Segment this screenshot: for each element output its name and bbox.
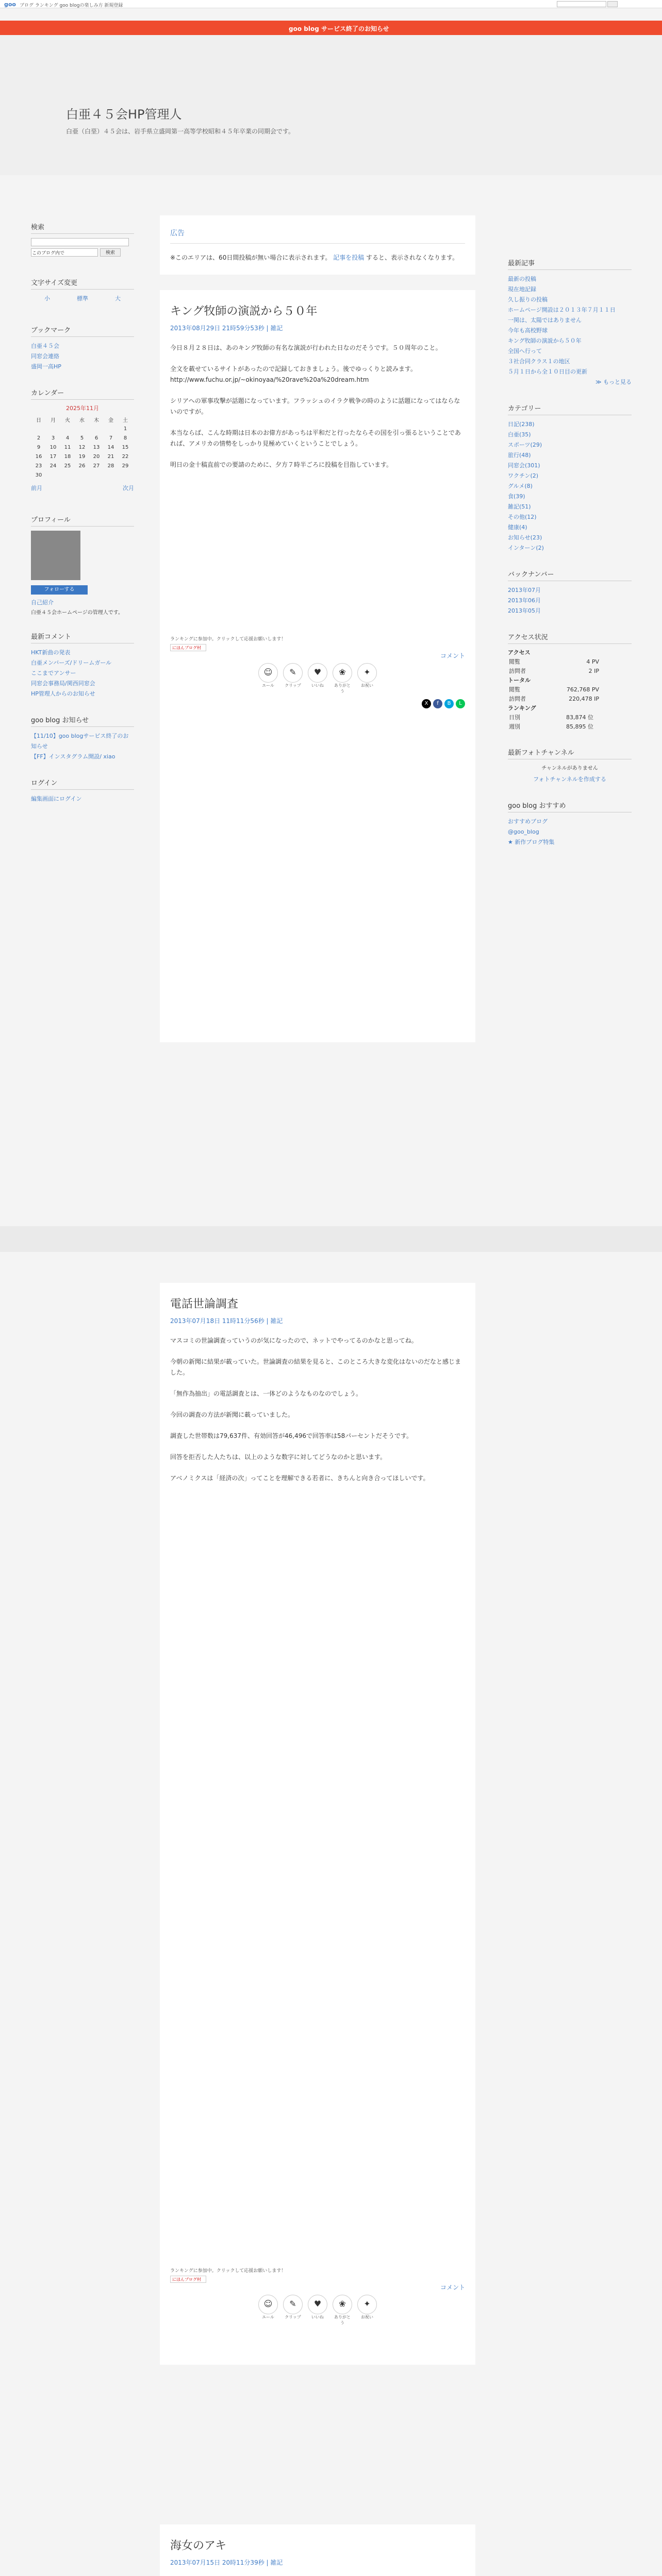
calendar-day[interactable]: 10 <box>49 444 57 450</box>
reaction-label: いいね <box>311 2315 324 2319</box>
reaction-label: お祝い <box>361 2315 373 2319</box>
right-sidebar <box>508 258 632 848</box>
notice-bar[interactable] <box>0 21 662 35</box>
calendar-weekday: 木 <box>94 417 99 423</box>
category-item[interactable]: 雑記(51) <box>508 503 531 510</box>
calendar-day[interactable]: 14 <box>107 444 114 450</box>
photo-create-link[interactable]: フォトチャンネルを作成する <box>533 776 606 783</box>
calendar-day[interactable]: 8 <box>123 435 127 441</box>
post-paragraph: 全文を載せているサイトがあったので記録しておきましょう。後でゆっくりと読みます。http://www.fuchu.or.jp/~okinoyaa/%20rave%20a%20dream.htm <box>170 365 417 383</box>
calendar-next-link[interactable]: 次月 <box>123 485 134 492</box>
recommend-item[interactable]: @goo_blog <box>508 828 539 835</box>
access-heading: アクセス状況 <box>508 632 632 644</box>
calendar-day[interactable]: 1 <box>123 426 127 432</box>
calendar-day[interactable]: 21 <box>107 453 114 460</box>
recommend-note[interactable]: ★ 新作ブログ特集 <box>508 839 555 845</box>
calendar-day[interactable]: 12 <box>78 444 86 450</box>
category-item[interactable]: その他(12) <box>508 514 537 520</box>
profile-link[interactable]: 自己紹介 <box>31 599 54 606</box>
facebook-share-icon[interactable]: f <box>433 699 442 708</box>
category-item[interactable]: インターン(2) <box>508 545 544 551</box>
top-bar <box>0 0 662 8</box>
recent-heading: 最新記事 <box>508 258 632 270</box>
ranking-text: ランキングに参加中。クリックして応援お願いします！ <box>170 2268 286 2274</box>
font-normal-link[interactable]: 標準 <box>77 295 88 302</box>
calendar-day <box>61 425 74 433</box>
photo-heading: 最新フォトチャンネル <box>508 747 632 759</box>
reaction-icon[interactable]: ❀ <box>333 2295 352 2314</box>
line-share-icon[interactable]: L <box>456 699 465 708</box>
calendar-day <box>75 471 89 479</box>
main-content <box>160 215 475 1042</box>
recent-item[interactable]: 一関は、太陽ではありません <box>508 317 582 324</box>
calendar-day[interactable]: 27 <box>93 463 100 469</box>
hatena-share-icon[interactable]: B <box>444 699 454 708</box>
backnumber-item[interactable]: 2013年06月 <box>508 597 541 604</box>
x-share-icon[interactable]: X <box>422 699 431 708</box>
separator <box>0 1226 662 1252</box>
comment-item[interactable]: ここまでアンサー <box>31 670 76 676</box>
top-search-input[interactable] <box>557 1 606 7</box>
comments-heading: 最新コメント <box>31 631 134 643</box>
calendar-day[interactable]: 20 <box>93 453 100 460</box>
category-item[interactable]: 同窓会(301) <box>508 462 540 469</box>
recent-item[interactable]: 最新の投稿 <box>508 276 536 282</box>
calendar-day[interactable]: 13 <box>93 444 100 450</box>
font-large-link[interactable]: 大 <box>115 295 121 302</box>
comment-link[interactable]: コメント <box>440 2284 465 2291</box>
notice-text[interactable]: goo blog サービス終了のお知らせ <box>289 25 389 32</box>
left-sidebar <box>31 222 134 804</box>
reaction-icon[interactable]: ✦ <box>357 663 377 683</box>
post-title[interactable]: 海女のアキ <box>170 2539 227 2552</box>
reaction-icon[interactable]: ✎ <box>283 663 303 683</box>
calendar-day[interactable]: 16 <box>35 453 42 460</box>
sidebar-search-input[interactable] <box>31 238 129 246</box>
stat-label: 訪問者 <box>509 696 526 702</box>
reaction-label: クリップ <box>285 683 301 688</box>
bookmark-heading: ブックマーク <box>31 325 134 337</box>
bookmark-item[interactable]: 盛岡一高HP <box>31 363 61 370</box>
calendar-day[interactable]: 23 <box>35 463 42 469</box>
top-search-button[interactable] <box>607 1 618 7</box>
comment-item[interactable]: 同窓会事務局/関西同窓会 <box>31 680 95 687</box>
reaction-icon[interactable]: ♥ <box>308 2295 327 2314</box>
calendar-day[interactable]: 11 <box>64 444 71 450</box>
post-1 <box>160 290 475 1042</box>
category-item[interactable]: ワクチン(2) <box>508 472 539 479</box>
calendar-day <box>90 425 103 433</box>
calendar-day[interactable]: 3 <box>51 435 55 441</box>
stat-label: 訪問者 <box>509 668 526 674</box>
comment-item[interactable]: 白亜メンバーズ/ドリームガール <box>31 659 112 666</box>
calendar-day[interactable]: 25 <box>64 463 71 469</box>
calendar-day <box>32 425 45 433</box>
category-item[interactable]: スポーツ(29) <box>508 442 542 448</box>
ad-box <box>160 215 475 275</box>
follow-button[interactable]: フォローする <box>31 585 88 595</box>
calendar-weekday: 水 <box>79 417 85 423</box>
post-2 <box>160 1283 475 2365</box>
calendar-day <box>75 425 89 433</box>
blog-description: 白亜（白堊）４５会は、岩手県立盛岡第一高等学校昭和４５年卒業の同期会です。 <box>66 128 295 135</box>
calendar-table <box>31 414 133 480</box>
category-item[interactable]: お知らせ(23) <box>508 534 542 541</box>
goo-logo[interactable]: goo <box>4 1 16 8</box>
search-scope-select[interactable]: このブログ内で <box>31 248 98 257</box>
category-item[interactable]: 健康(4) <box>508 524 527 531</box>
stat-value: 85,895 位 <box>566 723 593 730</box>
reaction-icon[interactable]: ☺ <box>258 663 278 683</box>
post-paragraph: マスコミの世論調査っていうのが気になったので、ネットでやってるのかなと思ってね。 <box>170 1337 418 1344</box>
category-item[interactable]: 食(39) <box>508 493 525 500</box>
stat-value: 83,874 位 <box>566 714 593 721</box>
post-title[interactable]: 電話世論調査 <box>170 1298 239 1311</box>
post-paragraph: アベノミクスは「経済の次」ってことを理解できる若者に、きちんと向き合ってほしいです。 <box>170 1475 429 1482</box>
calendar-weekday: 土 <box>123 417 128 423</box>
category-heading: カテゴリー <box>508 403 632 415</box>
calendar-title: 2025年11月 <box>66 405 99 412</box>
ad-text-2: すると、表示されなくなります。 <box>366 254 459 261</box>
backnumber-item[interactable]: 2013年07月 <box>508 587 541 594</box>
stat-label: 閲覧 <box>509 686 520 693</box>
reaction-label: エール <box>262 683 274 688</box>
calendar-day[interactable]: 29 <box>122 463 129 469</box>
calendar-day[interactable]: 17 <box>49 453 57 460</box>
profile-text: 白亜４５会ホームページの管理人です。 <box>31 610 123 616</box>
calendar-weekday: 日 <box>36 417 41 423</box>
calendar-heading: カレンダー <box>31 387 134 400</box>
category-item[interactable]: 日記(238) <box>508 421 535 428</box>
stat-label: 週別 <box>509 723 520 730</box>
login-heading: ログイン <box>31 777 134 790</box>
reaction-label: エール <box>262 2315 274 2319</box>
category-item[interactable]: 旅行(48) <box>508 452 531 459</box>
recent-item[interactable]: キング牧師の演説から５０年 <box>508 337 582 344</box>
reaction-icon[interactable]: ✦ <box>357 2295 377 2314</box>
calendar-day[interactable]: 22 <box>122 453 129 460</box>
stat-value: 4 PV <box>586 658 599 665</box>
total-heading: トータル <box>508 677 531 684</box>
ad-post-link[interactable]: 記事を投稿 <box>333 254 365 261</box>
stat-value: 220,478 IP <box>569 695 599 702</box>
calendar-day[interactable]: 7 <box>109 435 113 441</box>
backnumber-heading: バックナンバー <box>508 569 632 581</box>
calendar-weekday: 月 <box>51 417 56 423</box>
recommend-item[interactable]: おすすめブログ <box>508 818 548 825</box>
post-paragraph: 回答を拒否した人たちは、以上のような数字に対してどうなのかと思います。 <box>170 1453 387 1461</box>
font-small-link[interactable]: 小 <box>44 295 50 302</box>
comment-item[interactable]: HP管理人からのお知らせ <box>31 690 95 697</box>
backnumber-item[interactable]: 2013年05月 <box>508 607 541 614</box>
ranking-banner[interactable]: にほんブログ村 <box>170 2276 206 2283</box>
calendar-day[interactable]: 30 <box>35 472 42 478</box>
calendar-weekday: 火 <box>65 417 70 423</box>
calendar-day <box>46 425 60 433</box>
calendar-day <box>104 471 118 479</box>
calendar-day[interactable]: 28 <box>107 463 114 469</box>
blog-header <box>0 35 662 175</box>
stat-value: 2 IP <box>588 667 599 674</box>
post-date[interactable]: 2013年07月15日 20時11分39秒 | 雑記 <box>170 2559 283 2566</box>
search-heading: 検索 <box>31 222 134 234</box>
stat-value: 762,768 PV <box>566 686 599 693</box>
calendar-day[interactable]: 9 <box>37 444 41 450</box>
comment-link[interactable]: コメント <box>440 652 465 659</box>
post-paragraph: シリアへの軍事攻撃が話題になっています。フラッシュのイラク戦争の時のように話題になってはならないのですが。 <box>170 397 460 415</box>
calendar-day <box>119 471 132 479</box>
recent-item[interactable]: 久し振りの投稿 <box>508 296 548 303</box>
more-link[interactable]: ≫ もっと見る <box>595 379 632 385</box>
reaction-label: お祝い <box>361 683 373 688</box>
ranking-banner[interactable]: にほんブログ村 <box>170 644 206 651</box>
post-date[interactable]: 2013年08月29日 21時59分53秒 | 雑記 <box>170 325 283 332</box>
info-item[interactable]: 【FF】インスタグラム開設/ xiao <box>31 753 115 760</box>
calendar-day[interactable]: 24 <box>49 463 57 469</box>
info-item[interactable]: 【11/10】goo blogサービス終了のお知らせ <box>31 733 129 750</box>
post-paragraph: 今回の調査の方法が新聞に載っていました。 <box>170 1411 294 1418</box>
blog-title[interactable]: 白亜４５会HP管理人 <box>66 107 182 122</box>
avatar[interactable] <box>31 531 80 580</box>
recent-item[interactable]: ３社合同クラス１の地区 <box>508 358 570 365</box>
post-paragraph: 明日の金十稿直前での要請のために、夕方７時半ごろに投稿を目指しています。 <box>170 461 393 468</box>
ranking-text: ランキングに参加中。クリックして応援お願いします！ <box>170 637 286 642</box>
reaction-icon[interactable]: ❀ <box>333 663 352 683</box>
reaction-icon[interactable]: ♥ <box>308 663 327 683</box>
calendar-prev-link[interactable]: 前月 <box>31 485 42 492</box>
reaction-icon[interactable]: ☺ <box>258 2295 278 2314</box>
sidebar-search-button[interactable]: 検索 <box>100 248 121 257</box>
bookmark-item[interactable]: 白亜４５会 <box>31 343 59 349</box>
calendar-day <box>61 471 74 479</box>
recent-item[interactable]: 今年も高校野球 <box>508 327 548 334</box>
login-link[interactable]: 編集画面にログイン <box>31 795 82 802</box>
category-item[interactable]: グルメ(8) <box>508 483 533 489</box>
ranking-heading: ランキング <box>508 705 536 711</box>
calendar-day[interactable]: 2 <box>37 435 41 441</box>
category-item[interactable]: 白亜(35) <box>508 431 531 438</box>
font-size-heading: 文字サイズ変更 <box>31 277 134 290</box>
calendar-day <box>46 471 60 479</box>
post-body <box>170 343 465 470</box>
calendar-day <box>90 471 103 479</box>
calendar-day[interactable]: 5 <box>80 435 84 441</box>
calendar-day[interactable]: 19 <box>78 453 86 460</box>
post-title[interactable]: キング牧師の演説から５０年 <box>170 305 318 318</box>
post-paragraph: 「無作為抽出」の電話調査とは、一体どのようなものなのでしょう。 <box>170 1390 362 1397</box>
reaction-label: ありがとう <box>334 2315 351 2325</box>
calendar-weekday: 金 <box>108 417 113 423</box>
recent-item[interactable]: ５月１日から全１０日目の更新 <box>508 368 587 375</box>
calendar-day[interactable]: 6 <box>94 435 98 441</box>
comment-item[interactable]: HKT新曲の発表 <box>31 649 71 656</box>
recent-item[interactable]: 現在地記録 <box>508 286 536 293</box>
calendar-day[interactable]: 18 <box>64 453 71 460</box>
calendar-day <box>104 425 118 433</box>
info-heading: goo blog お知らせ <box>31 715 134 727</box>
calendar-day[interactable]: 4 <box>65 435 70 441</box>
top-nav[interactable]: ブログ ランキング goo blogの楽しみ方 新規登録 <box>20 3 123 8</box>
calendar-day[interactable]: 15 <box>122 444 129 450</box>
bookmark-item[interactable]: 同窓会連絡 <box>31 353 59 360</box>
reaction-label: いいね <box>311 683 324 688</box>
post-paragraph: 今日８月２８日は、あのキング牧師の有名な演説が行われた日なのだそうです。５０周年のこと。 <box>170 344 442 351</box>
post-paragraph: 今朝の新聞に結果が載っていた。世論調査の結果を見ると、このところ大きな変化はないのだなと感じました。 <box>170 1358 461 1376</box>
access-sub: アクセス <box>508 649 531 656</box>
photo-text: チャンネルがありません <box>541 766 598 771</box>
reaction-label: クリップ <box>285 2315 301 2319</box>
stat-label: 閲覧 <box>509 658 520 665</box>
reaction-label: ありがとう <box>334 683 351 693</box>
recommend-heading: goo blog おすすめ <box>508 800 632 812</box>
recent-item[interactable]: 全国へ行って <box>508 348 542 354</box>
calendar-day[interactable]: 26 <box>78 463 86 469</box>
recent-item[interactable]: ホームページ開設は２０１３年７月１１日 <box>508 307 616 313</box>
stat-label: 日別 <box>509 714 520 721</box>
post-3 <box>160 2524 475 2576</box>
profile-heading: プロフィール <box>31 514 134 527</box>
post-paragraph: 本当ならば、こんな時期は日本のお偉方があっちは平和だと行ったならその国を引っ張るということであれば、アメリカの情勢をしっかり見極めていくということでしょう。 <box>170 429 461 447</box>
post-paragraph: 調査した世帯数は79,637件、有効回答が46,496で回答率は58パーセントだそうです。 <box>170 1432 413 1439</box>
reaction-icon[interactable]: ✎ <box>283 2295 303 2314</box>
ad-label: 広告 <box>170 229 185 238</box>
ad-text: ※このエリアは、60日間投稿が無い場合に表示されます。 <box>170 254 332 261</box>
post-date[interactable]: 2013年07月18日 11時11分56秒 | 雑記 <box>170 1317 283 1325</box>
